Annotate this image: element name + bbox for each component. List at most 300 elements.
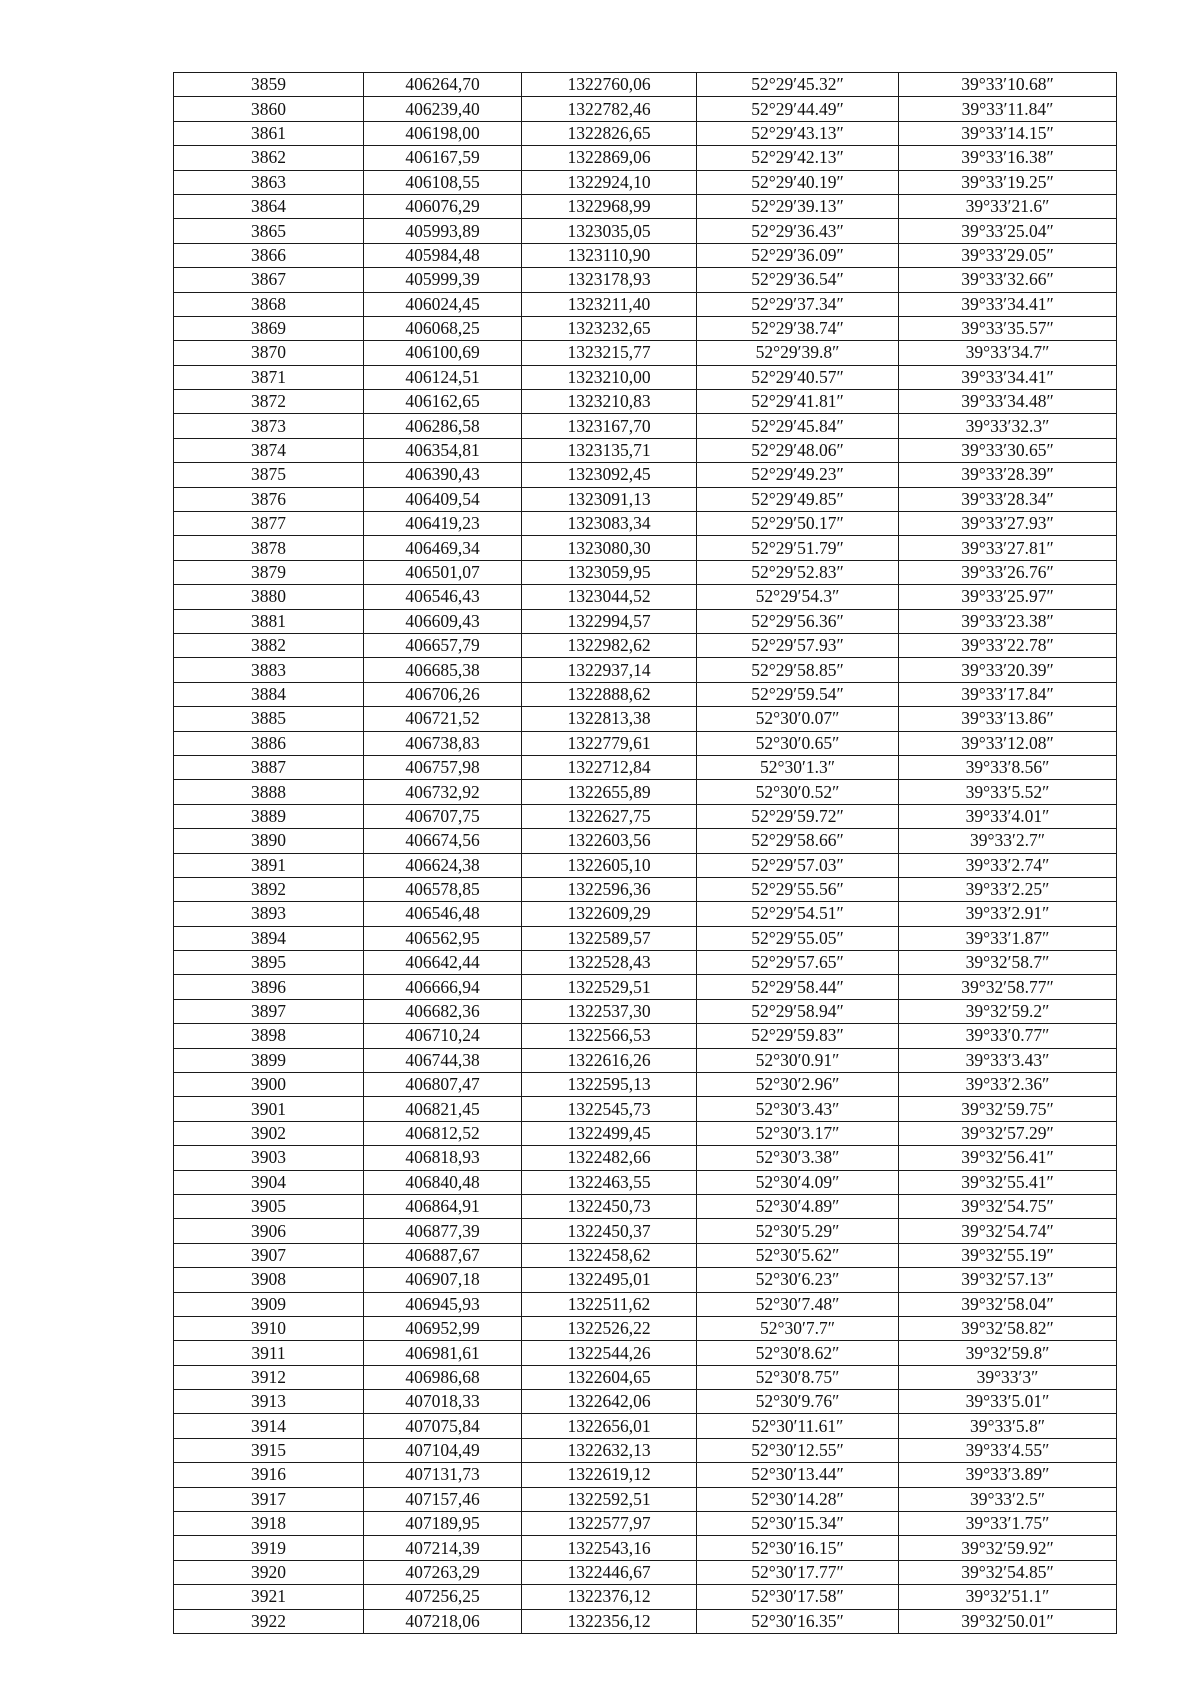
point-number-cell: 3912: [174, 1365, 364, 1389]
latitude-cell: 52°29′40.19″: [697, 170, 899, 194]
latitude-cell: 52°29′36.43″: [697, 219, 899, 243]
point-number-cell: 3894: [174, 926, 364, 950]
table-row: [174, 658, 1117, 682]
table-row: [174, 1512, 1117, 1536]
x-coordinate-cell: 406945,93: [364, 1292, 522, 1316]
y-coordinate-cell: 1322779,61: [522, 731, 697, 755]
point-number-cell: 3888: [174, 780, 364, 804]
longitude-cell: 39°32′58.82″: [899, 1316, 1117, 1340]
x-coordinate-cell: 407075,84: [364, 1414, 522, 1438]
latitude-cell: 52°30′4.09″: [697, 1170, 899, 1194]
x-coordinate-cell: 407189,95: [364, 1512, 522, 1536]
x-coordinate-cell: 406198,00: [364, 121, 522, 145]
latitude-cell: 52°30′3.38″: [697, 1146, 899, 1170]
y-coordinate-cell: 1323059,95: [522, 560, 697, 584]
y-coordinate-cell: 1322782,46: [522, 97, 697, 121]
table-row: [174, 609, 1117, 633]
x-coordinate-cell: 406068,25: [364, 316, 522, 340]
y-coordinate-cell: 1322463,55: [522, 1170, 697, 1194]
table-row: [174, 1243, 1117, 1267]
point-number-cell: 3884: [174, 682, 364, 706]
point-number-cell: 3919: [174, 1536, 364, 1560]
latitude-cell: 52°29′58.85″: [697, 658, 899, 682]
point-number-cell: 3865: [174, 219, 364, 243]
table-row: [174, 707, 1117, 731]
latitude-cell: 52°30′5.62″: [697, 1243, 899, 1267]
point-number-cell: 3880: [174, 585, 364, 609]
latitude-cell: 52°29′41.81″: [697, 390, 899, 414]
latitude-cell: 52°30′16.15″: [697, 1536, 899, 1560]
point-number-cell: 3901: [174, 1097, 364, 1121]
x-coordinate-cell: 406707,75: [364, 804, 522, 828]
latitude-cell: 52°29′59.54″: [697, 682, 899, 706]
table-row: [174, 1536, 1117, 1560]
latitude-cell: 52°29′55.56″: [697, 877, 899, 901]
y-coordinate-cell: 1323167,70: [522, 414, 697, 438]
longitude-cell: 39°32′59.2″: [899, 999, 1117, 1023]
y-coordinate-cell: 1323210,00: [522, 365, 697, 389]
x-coordinate-cell: 406685,38: [364, 658, 522, 682]
table-row: [174, 243, 1117, 267]
coordinates-table: [173, 72, 1117, 1634]
x-coordinate-cell: 406757,98: [364, 755, 522, 779]
point-number-cell: 3871: [174, 365, 364, 389]
y-coordinate-cell: 1322595,13: [522, 1073, 697, 1097]
point-number-cell: 3893: [174, 902, 364, 926]
x-coordinate-cell: 406674,56: [364, 829, 522, 853]
point-number-cell: 3863: [174, 170, 364, 194]
longitude-cell: 39°33′32.3″: [899, 414, 1117, 438]
longitude-cell: 39°33′27.81″: [899, 536, 1117, 560]
table-row: [174, 1414, 1117, 1438]
point-number-cell: 3913: [174, 1390, 364, 1414]
latitude-cell: 52°29′52.83″: [697, 560, 899, 584]
x-coordinate-cell: 406657,79: [364, 633, 522, 657]
point-number-cell: 3872: [174, 390, 364, 414]
y-coordinate-cell: 1322495,01: [522, 1268, 697, 1292]
latitude-cell: 52°29′49.85″: [697, 487, 899, 511]
longitude-cell: 39°32′59.92″: [899, 1536, 1117, 1560]
point-number-cell: 3910: [174, 1316, 364, 1340]
x-coordinate-cell: 406100,69: [364, 341, 522, 365]
table-row: [174, 853, 1117, 877]
latitude-cell: 52°29′45.84″: [697, 414, 899, 438]
longitude-cell: 39°33′34.48″: [899, 390, 1117, 414]
point-number-cell: 3870: [174, 341, 364, 365]
latitude-cell: 52°29′59.83″: [697, 1024, 899, 1048]
point-number-cell: 3879: [174, 560, 364, 584]
latitude-cell: 52°29′54.51″: [697, 902, 899, 926]
longitude-cell: 39°32′55.41″: [899, 1170, 1117, 1194]
y-coordinate-cell: 1322528,43: [522, 951, 697, 975]
point-number-cell: 3905: [174, 1194, 364, 1218]
longitude-cell: 39°32′54.75″: [899, 1194, 1117, 1218]
x-coordinate-cell: 406682,36: [364, 999, 522, 1023]
point-number-cell: 3882: [174, 633, 364, 657]
latitude-cell: 52°30′11.61″: [697, 1414, 899, 1438]
x-coordinate-cell: 406710,24: [364, 1024, 522, 1048]
table-row: [174, 560, 1117, 584]
longitude-cell: 39°33′1.87″: [899, 926, 1117, 950]
y-coordinate-cell: 1322656,01: [522, 1414, 697, 1438]
longitude-cell: 39°32′57.13″: [899, 1268, 1117, 1292]
point-number-cell: 3868: [174, 292, 364, 316]
x-coordinate-cell: 406721,52: [364, 707, 522, 731]
latitude-cell: 52°30′1.3″: [697, 755, 899, 779]
y-coordinate-cell: 1322604,65: [522, 1365, 697, 1389]
point-number-cell: 3885: [174, 707, 364, 731]
longitude-cell: 39°33′4.55″: [899, 1438, 1117, 1462]
x-coordinate-cell: 406124,51: [364, 365, 522, 389]
x-coordinate-cell: 406732,92: [364, 780, 522, 804]
x-coordinate-cell: 406578,85: [364, 877, 522, 901]
longitude-cell: 39°33′34.7″: [899, 341, 1117, 365]
longitude-cell: 39°33′8.56″: [899, 755, 1117, 779]
table-row: [174, 804, 1117, 828]
latitude-cell: 52°30′16.35″: [697, 1609, 899, 1633]
x-coordinate-cell: 406239,40: [364, 97, 522, 121]
x-coordinate-cell: 406162,65: [364, 390, 522, 414]
y-coordinate-cell: 1323110,90: [522, 243, 697, 267]
table-row: [174, 633, 1117, 657]
y-coordinate-cell: 1322619,12: [522, 1463, 697, 1487]
y-coordinate-cell: 1323232,65: [522, 316, 697, 340]
point-number-cell: 3911: [174, 1341, 364, 1365]
table-row: [174, 121, 1117, 145]
table-row: [174, 146, 1117, 170]
point-number-cell: 3907: [174, 1243, 364, 1267]
point-number-cell: 3873: [174, 414, 364, 438]
x-coordinate-cell: 406812,52: [364, 1121, 522, 1145]
longitude-cell: 39°33′0.77″: [899, 1024, 1117, 1048]
table-row: [174, 1024, 1117, 1048]
point-number-cell: 3914: [174, 1414, 364, 1438]
longitude-cell: 39°33′26.76″: [899, 560, 1117, 584]
x-coordinate-cell: 406666,94: [364, 975, 522, 999]
y-coordinate-cell: 1323080,30: [522, 536, 697, 560]
latitude-cell: 52°30′0.07″: [697, 707, 899, 731]
point-number-cell: 3862: [174, 146, 364, 170]
longitude-cell: 39°33′14.15″: [899, 121, 1117, 145]
table-row: [174, 1609, 1117, 1633]
x-coordinate-cell: 406877,39: [364, 1219, 522, 1243]
longitude-cell: 39°33′3.89″: [899, 1463, 1117, 1487]
point-number-cell: 3876: [174, 487, 364, 511]
y-coordinate-cell: 1322655,89: [522, 780, 697, 804]
table-row: [174, 829, 1117, 853]
longitude-cell: 39°33′2.91″: [899, 902, 1117, 926]
table-row: [174, 1292, 1117, 1316]
latitude-cell: 52°29′59.72″: [697, 804, 899, 828]
longitude-cell: 39°33′3″: [899, 1365, 1117, 1389]
latitude-cell: 52°29′49.23″: [697, 463, 899, 487]
x-coordinate-cell: 406907,18: [364, 1268, 522, 1292]
x-coordinate-cell: 407131,73: [364, 1463, 522, 1487]
table-row: [174, 755, 1117, 779]
table-row: [174, 365, 1117, 389]
y-coordinate-cell: 1322642,06: [522, 1390, 697, 1414]
point-number-cell: 3878: [174, 536, 364, 560]
point-number-cell: 3903: [174, 1146, 364, 1170]
longitude-cell: 39°32′57.29″: [899, 1121, 1117, 1145]
y-coordinate-cell: 1322760,06: [522, 73, 697, 97]
x-coordinate-cell: 406354,81: [364, 438, 522, 462]
table-row: [174, 1341, 1117, 1365]
point-number-cell: 3897: [174, 999, 364, 1023]
table-row: [174, 1219, 1117, 1243]
y-coordinate-cell: 1323211,40: [522, 292, 697, 316]
y-coordinate-cell: 1322376,12: [522, 1585, 697, 1609]
latitude-cell: 52°30′7.7″: [697, 1316, 899, 1340]
longitude-cell: 39°33′34.41″: [899, 292, 1117, 316]
table-row: [174, 73, 1117, 97]
x-coordinate-cell: 406390,43: [364, 463, 522, 487]
y-coordinate-cell: 1322869,06: [522, 146, 697, 170]
table-row: [174, 1438, 1117, 1462]
table-row: [174, 1048, 1117, 1072]
x-coordinate-cell: 406409,54: [364, 487, 522, 511]
table-row: [174, 682, 1117, 706]
point-number-cell: 3890: [174, 829, 364, 853]
table-row: [174, 170, 1117, 194]
point-number-cell: 3906: [174, 1219, 364, 1243]
longitude-cell: 39°33′5.52″: [899, 780, 1117, 804]
table-row: [174, 1097, 1117, 1121]
table-row: [174, 390, 1117, 414]
x-coordinate-cell: 406419,23: [364, 512, 522, 536]
longitude-cell: 39°33′28.39″: [899, 463, 1117, 487]
latitude-cell: 52°29′40.57″: [697, 365, 899, 389]
longitude-cell: 39°32′58.77″: [899, 975, 1117, 999]
x-coordinate-cell: 406076,29: [364, 194, 522, 218]
table-row: [174, 1170, 1117, 1194]
latitude-cell: 52°29′57.93″: [697, 633, 899, 657]
x-coordinate-cell: 407018,33: [364, 1390, 522, 1414]
y-coordinate-cell: 1322982,62: [522, 633, 697, 657]
table-row: [174, 1463, 1117, 1487]
y-coordinate-cell: 1323215,77: [522, 341, 697, 365]
longitude-cell: 39°33′2.7″: [899, 829, 1117, 853]
y-coordinate-cell: 1322545,73: [522, 1097, 697, 1121]
x-coordinate-cell: 406864,91: [364, 1194, 522, 1218]
y-coordinate-cell: 1322994,57: [522, 609, 697, 633]
table-row: [174, 926, 1117, 950]
y-coordinate-cell: 1322499,45: [522, 1121, 697, 1145]
point-number-cell: 3874: [174, 438, 364, 462]
longitude-cell: 39°33′10.68″: [899, 73, 1117, 97]
point-number-cell: 3864: [174, 194, 364, 218]
x-coordinate-cell: 406286,58: [364, 414, 522, 438]
y-coordinate-cell: 1322529,51: [522, 975, 697, 999]
latitude-cell: 52°29′38.74″: [697, 316, 899, 340]
table-row: [174, 975, 1117, 999]
table-row: [174, 731, 1117, 755]
point-number-cell: 3908: [174, 1268, 364, 1292]
longitude-cell: 39°32′51.1″: [899, 1585, 1117, 1609]
latitude-cell: 52°29′43.13″: [697, 121, 899, 145]
latitude-cell: 52°29′39.13″: [697, 194, 899, 218]
table-row: [174, 219, 1117, 243]
y-coordinate-cell: 1322589,57: [522, 926, 697, 950]
point-number-cell: 3875: [174, 463, 364, 487]
y-coordinate-cell: 1322888,62: [522, 682, 697, 706]
latitude-cell: 52°30′17.77″: [697, 1560, 899, 1584]
latitude-cell: 52°30′12.55″: [697, 1438, 899, 1462]
longitude-cell: 39°33′34.41″: [899, 365, 1117, 389]
latitude-cell: 52°30′9.76″: [697, 1390, 899, 1414]
longitude-cell: 39°33′5.01″: [899, 1390, 1117, 1414]
x-coordinate-cell: 407263,29: [364, 1560, 522, 1584]
point-number-cell: 3920: [174, 1560, 364, 1584]
table-row: [174, 1073, 1117, 1097]
longitude-cell: 39°33′1.75″: [899, 1512, 1117, 1536]
latitude-cell: 52°29′36.54″: [697, 268, 899, 292]
longitude-cell: 39°33′22.78″: [899, 633, 1117, 657]
longitude-cell: 39°33′20.39″: [899, 658, 1117, 682]
latitude-cell: 52°30′0.65″: [697, 731, 899, 755]
y-coordinate-cell: 1322609,29: [522, 902, 697, 926]
x-coordinate-cell: 406840,48: [364, 1170, 522, 1194]
y-coordinate-cell: 1323210,83: [522, 390, 697, 414]
table-row: [174, 1365, 1117, 1389]
latitude-cell: 52°29′57.03″: [697, 853, 899, 877]
x-coordinate-cell: 406706,26: [364, 682, 522, 706]
table-row: [174, 1487, 1117, 1511]
table-row: [174, 1121, 1117, 1145]
longitude-cell: 39°33′23.38″: [899, 609, 1117, 633]
latitude-cell: 52°30′17.58″: [697, 1585, 899, 1609]
x-coordinate-cell: 406167,59: [364, 146, 522, 170]
y-coordinate-cell: 1322596,36: [522, 877, 697, 901]
y-coordinate-cell: 1322537,30: [522, 999, 697, 1023]
y-coordinate-cell: 1322577,97: [522, 1512, 697, 1536]
latitude-cell: 52°29′48.06″: [697, 438, 899, 462]
point-number-cell: 3916: [174, 1463, 364, 1487]
coordinates-table-body: [174, 73, 1117, 1634]
x-coordinate-cell: 406986,68: [364, 1365, 522, 1389]
longitude-cell: 39°33′32.66″: [899, 268, 1117, 292]
longitude-cell: 39°33′16.38″: [899, 146, 1117, 170]
latitude-cell: 52°29′37.34″: [697, 292, 899, 316]
y-coordinate-cell: 1322446,67: [522, 1560, 697, 1584]
point-number-cell: 3896: [174, 975, 364, 999]
x-coordinate-cell: 407218,06: [364, 1609, 522, 1633]
y-coordinate-cell: 1322712,84: [522, 755, 697, 779]
longitude-cell: 39°33′3.43″: [899, 1048, 1117, 1072]
y-coordinate-cell: 1322458,62: [522, 1243, 697, 1267]
y-coordinate-cell: 1322450,73: [522, 1194, 697, 1218]
x-coordinate-cell: 406952,99: [364, 1316, 522, 1340]
longitude-cell: 39°33′25.97″: [899, 585, 1117, 609]
y-coordinate-cell: 1322632,13: [522, 1438, 697, 1462]
latitude-cell: 52°30′6.23″: [697, 1268, 899, 1292]
y-coordinate-cell: 1322511,62: [522, 1292, 697, 1316]
longitude-cell: 39°32′50.01″: [899, 1609, 1117, 1633]
table-row: [174, 316, 1117, 340]
point-number-cell: 3877: [174, 512, 364, 536]
table-row: [174, 877, 1117, 901]
point-number-cell: 3922: [174, 1609, 364, 1633]
longitude-cell: 39°33′2.74″: [899, 853, 1117, 877]
point-number-cell: 3895: [174, 951, 364, 975]
table-row: [174, 512, 1117, 536]
table-row: [174, 1316, 1117, 1340]
point-number-cell: 3899: [174, 1048, 364, 1072]
latitude-cell: 52°29′50.17″: [697, 512, 899, 536]
y-coordinate-cell: 1323135,71: [522, 438, 697, 462]
y-coordinate-cell: 1323035,05: [522, 219, 697, 243]
point-number-cell: 3909: [174, 1292, 364, 1316]
point-number-cell: 3900: [174, 1073, 364, 1097]
y-coordinate-cell: 1322450,37: [522, 1219, 697, 1243]
y-coordinate-cell: 1322543,16: [522, 1536, 697, 1560]
latitude-cell: 52°30′3.17″: [697, 1121, 899, 1145]
point-number-cell: 3889: [174, 804, 364, 828]
y-coordinate-cell: 1322592,51: [522, 1487, 697, 1511]
x-coordinate-cell: 406807,47: [364, 1073, 522, 1097]
latitude-cell: 52°30′5.29″: [697, 1219, 899, 1243]
table-row: [174, 780, 1117, 804]
x-coordinate-cell: 407157,46: [364, 1487, 522, 1511]
x-coordinate-cell: 407104,49: [364, 1438, 522, 1462]
y-coordinate-cell: 1322826,65: [522, 121, 697, 145]
longitude-cell: 39°33′17.84″: [899, 682, 1117, 706]
longitude-cell: 39°32′59.75″: [899, 1097, 1117, 1121]
point-number-cell: 3892: [174, 877, 364, 901]
point-number-cell: 3898: [174, 1024, 364, 1048]
y-coordinate-cell: 1323083,34: [522, 512, 697, 536]
point-number-cell: 3915: [174, 1438, 364, 1462]
y-coordinate-cell: 1322605,10: [522, 853, 697, 877]
latitude-cell: 52°29′56.36″: [697, 609, 899, 633]
latitude-cell: 52°29′57.65″: [697, 951, 899, 975]
table-row: [174, 1390, 1117, 1414]
latitude-cell: 52°29′42.13″: [697, 146, 899, 170]
latitude-cell: 52°29′39.8″: [697, 341, 899, 365]
table-row: [174, 951, 1117, 975]
latitude-cell: 52°29′36.09″: [697, 243, 899, 267]
point-number-cell: 3902: [174, 1121, 364, 1145]
point-number-cell: 3887: [174, 755, 364, 779]
point-number-cell: 3867: [174, 268, 364, 292]
longitude-cell: 39°33′5.8″: [899, 1414, 1117, 1438]
table-row: [174, 463, 1117, 487]
table-row: [174, 1194, 1117, 1218]
longitude-cell: 39°33′11.84″: [899, 97, 1117, 121]
latitude-cell: 52°30′3.43″: [697, 1097, 899, 1121]
point-number-cell: 3918: [174, 1512, 364, 1536]
latitude-cell: 52°29′58.66″: [697, 829, 899, 853]
table-row: [174, 1585, 1117, 1609]
longitude-cell: 39°33′2.36″: [899, 1073, 1117, 1097]
y-coordinate-cell: 1323092,45: [522, 463, 697, 487]
longitude-cell: 39°33′19.25″: [899, 170, 1117, 194]
table-row: [174, 194, 1117, 218]
longitude-cell: 39°33′4.01″: [899, 804, 1117, 828]
latitude-cell: 52°29′44.49″: [697, 97, 899, 121]
longitude-cell: 39°32′55.19″: [899, 1243, 1117, 1267]
latitude-cell: 52°29′54.3″: [697, 585, 899, 609]
latitude-cell: 52°30′13.44″: [697, 1463, 899, 1487]
point-number-cell: 3883: [174, 658, 364, 682]
y-coordinate-cell: 1322616,26: [522, 1048, 697, 1072]
y-coordinate-cell: 1322603,56: [522, 829, 697, 853]
x-coordinate-cell: 406821,45: [364, 1097, 522, 1121]
table-row: [174, 536, 1117, 560]
latitude-cell: 52°30′4.89″: [697, 1194, 899, 1218]
table-row: [174, 268, 1117, 292]
longitude-cell: 39°32′58.04″: [899, 1292, 1117, 1316]
